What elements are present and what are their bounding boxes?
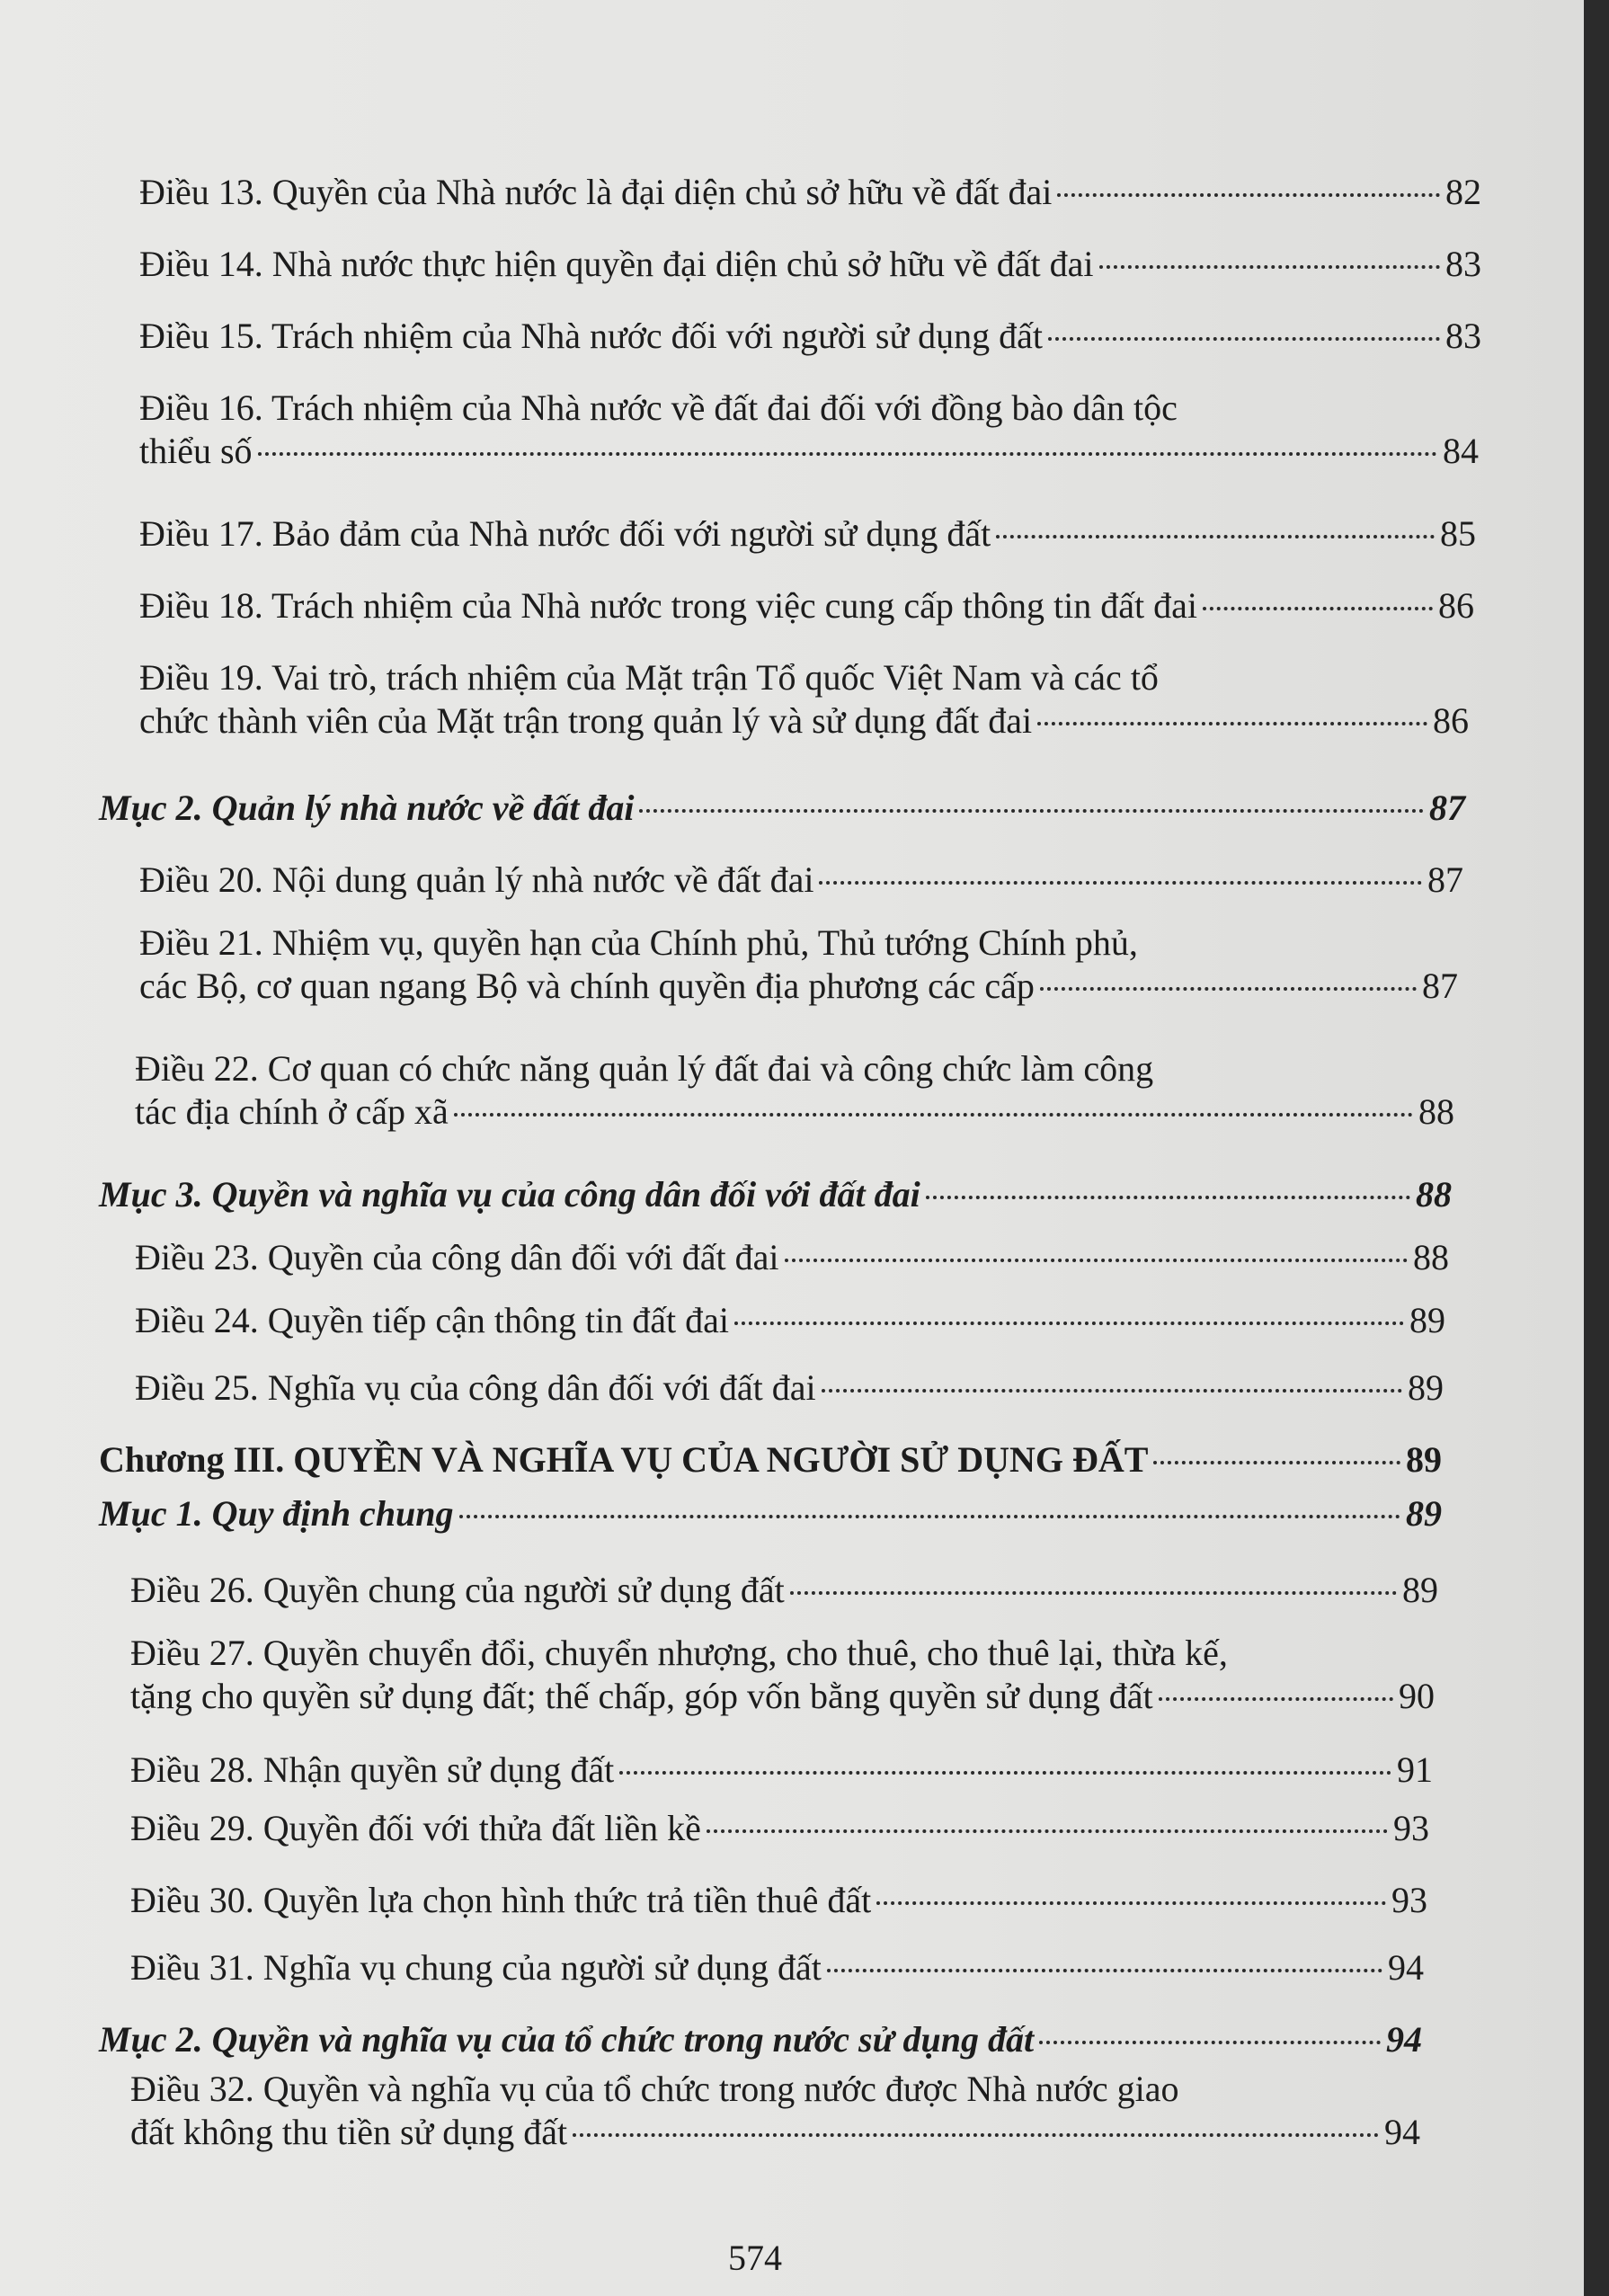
toc-page-number: 83 xyxy=(1445,244,1481,284)
page-number: 574 xyxy=(728,2238,782,2278)
toc-entry-title: Mục 3. Quyền và nghĩa vụ của công dân đối với đất đai xyxy=(99,1174,920,1215)
toc-page-number: 94 xyxy=(1388,1947,1424,1988)
toc-page-number: 88 xyxy=(1413,1237,1449,1277)
toc-entry-title: Mục 2. Quản lý nhà nước về đất đai xyxy=(99,788,635,828)
toc-entry-title: tặng cho quyền sử dụng đất; thế chấp, góp vốn bằng quyền sử dụng đất xyxy=(130,1676,1153,1716)
toc-page-number: 85 xyxy=(1440,513,1476,554)
dot-leader xyxy=(822,1389,1402,1393)
dot-leader xyxy=(1037,722,1427,725)
toc-article-entry[interactable] xyxy=(139,315,1481,358)
dot-leader xyxy=(819,881,1422,885)
toc-article-entry[interactable] xyxy=(130,2068,1420,2154)
toc-entry-title: thiểu số xyxy=(139,431,253,471)
dot-leader xyxy=(454,1113,1413,1117)
toc-entry-title: Điều 32. Quyền và nghĩa vụ của tổ chức trong nước được Nhà nước giao xyxy=(130,2069,1179,2109)
dot-leader xyxy=(639,809,1424,813)
dot-leader xyxy=(1057,193,1440,197)
toc-page-number: 93 xyxy=(1391,1880,1427,1920)
toc-page-number: 94 xyxy=(1386,2019,1422,2060)
toc-entry-title: Điều 16. Trách nhiệm của Nhà nước về đất đai đối với đồng bào dân tộc xyxy=(139,387,1178,428)
toc-entry-title: Điều 23. Quyền của công dân đối với đất đai xyxy=(135,1237,779,1277)
dot-leader xyxy=(996,535,1435,538)
dot-leader xyxy=(1203,607,1433,610)
dot-leader xyxy=(926,1196,1410,1199)
toc-article-entry[interactable] xyxy=(130,1569,1438,1612)
toc-page-number: 87 xyxy=(1422,966,1458,1006)
page-edge-shadow xyxy=(1584,0,1609,2296)
toc-entry-title: Điều 15. Trách nhiệm của Nhà nước đối với người sử dụng đất xyxy=(139,316,1044,356)
toc-entry-title: Điều 26. Quyền chung của người sử dụng đất xyxy=(130,1570,785,1610)
toc-page-number: 86 xyxy=(1438,585,1474,626)
toc-article-entry[interactable] xyxy=(130,1946,1424,1989)
dot-leader xyxy=(785,1259,1408,1262)
toc-article-entry[interactable] xyxy=(130,1749,1433,1792)
toc-entry-title: Điều 27. Quyền chuyển đổi, chuyển nhượng, cho thuê, cho thuê lại, thừa kế, xyxy=(130,1633,1228,1673)
toc-entry-title: Điều 17. Bảo đảm của Nhà nước đối với người sử dụng đất xyxy=(139,513,991,554)
toc-page-number: 84 xyxy=(1443,431,1479,471)
dot-leader xyxy=(1039,2041,1381,2044)
toc-entry-title: chức thành viên của Mặt trận trong quản lý và sử dụng đất đai xyxy=(139,700,1033,741)
dot-leader xyxy=(1099,265,1440,269)
dot-leader xyxy=(734,1322,1404,1325)
toc-article-entry[interactable] xyxy=(139,656,1469,743)
toc-entry-title: Điều 21. Nhiệm vụ, quyền hạn của Chính phủ, Thủ tướng Chính phủ, xyxy=(139,922,1138,963)
toc-entry-title: Mục 1. Quy định chung xyxy=(99,1493,454,1534)
toc-article-entry[interactable] xyxy=(135,1236,1449,1279)
toc-page-number: 89 xyxy=(1409,1300,1445,1340)
dot-leader xyxy=(876,1901,1386,1905)
toc-page-number: 87 xyxy=(1427,859,1463,900)
toc-entry-title: Điều 14. Nhà nước thực hiện quyền đại diện chủ sở hữu về đất đai xyxy=(139,244,1094,284)
toc-article-entry[interactable] xyxy=(139,243,1481,286)
toc-page-number: 87 xyxy=(1429,788,1465,828)
toc-page-number: 94 xyxy=(1384,2112,1420,2152)
toc-entry-title: Điều 20. Nội dung quản lý nhà nước về đất đai xyxy=(139,859,814,900)
toc-page-number: 88 xyxy=(1416,1174,1452,1215)
dot-leader xyxy=(1153,1461,1400,1464)
toc-page-number: 93 xyxy=(1393,1808,1429,1848)
toc-article-entry[interactable] xyxy=(139,584,1474,627)
toc-article-entry[interactable] xyxy=(139,921,1458,1008)
toc-article-entry[interactable] xyxy=(130,1807,1429,1850)
toc-entry-title: Điều 18. Trách nhiệm của Nhà nước trong việc cung cấp thông tin đất đai xyxy=(139,585,1197,626)
toc-page-number: 89 xyxy=(1408,1367,1444,1408)
toc-section-entry[interactable] xyxy=(99,787,1465,830)
dot-leader xyxy=(1040,987,1417,991)
toc-section-entry[interactable] xyxy=(99,2018,1422,2061)
dot-leader xyxy=(1159,1697,1393,1701)
toc-page-number: 83 xyxy=(1445,316,1481,356)
toc-page-number: 89 xyxy=(1402,1570,1438,1610)
toc-chapter-entry[interactable] xyxy=(99,1438,1442,1482)
dot-leader xyxy=(459,1515,1400,1518)
toc-article-entry[interactable] xyxy=(135,1366,1444,1410)
dot-leader xyxy=(619,1771,1391,1775)
toc-section-entry[interactable] xyxy=(99,1492,1442,1535)
toc-article-entry[interactable] xyxy=(139,171,1481,214)
toc-page-number: 86 xyxy=(1433,700,1469,741)
dot-leader xyxy=(573,2133,1379,2137)
toc-entry-title: Điều 13. Quyền của Nhà nước là đại diện chủ sở hữu về đất đai xyxy=(139,172,1053,212)
toc-page-number: 89 xyxy=(1406,1439,1442,1480)
toc-page-number: 89 xyxy=(1406,1493,1442,1534)
toc-article-entry[interactable] xyxy=(139,859,1463,902)
toc-entry-title: Điều 25. Nghĩa vụ của công dân đối với đất đai xyxy=(135,1367,816,1408)
dot-leader xyxy=(707,1829,1388,1833)
toc-article-entry[interactable] xyxy=(130,1632,1435,1718)
toc-page-number: 88 xyxy=(1418,1091,1454,1132)
toc-entry-title: Điều 30. Quyền lựa chọn hình thức trả tiền thuê đất xyxy=(130,1880,872,1920)
toc-section-entry[interactable] xyxy=(99,1173,1452,1216)
toc-article-entry[interactable] xyxy=(135,1299,1445,1342)
toc-entry-title: đất không thu tiền sử dụng đất xyxy=(130,2112,568,2152)
toc-entry-title: các Bộ, cơ quan ngang Bộ và chính quyền địa phương các cấp xyxy=(139,966,1035,1006)
toc-article-entry[interactable] xyxy=(139,387,1479,473)
toc-article-entry[interactable] xyxy=(130,1879,1427,1922)
dot-leader xyxy=(1048,337,1440,341)
toc-entry-title: Điều 29. Quyền đối với thửa đất liền kề xyxy=(130,1808,701,1848)
toc-page-number: 90 xyxy=(1399,1676,1435,1716)
toc-entry-title: Mục 2. Quyền và nghĩa vụ của tổ chức trong nước sử dụng đất xyxy=(99,2019,1035,2060)
toc-page-number: 91 xyxy=(1397,1749,1433,1790)
toc-entry-title: Điều 31. Nghĩa vụ chung của người sử dụng đất xyxy=(130,1947,822,1988)
toc-entry-title: Điều 19. Vai trò, trách nhiệm của Mặt trận Tổ quốc Việt Nam và các tổ xyxy=(139,657,1159,698)
toc-entry-title: tác địa chính ở cấp xã xyxy=(135,1091,449,1132)
toc-page-number: 82 xyxy=(1445,172,1481,212)
dot-leader xyxy=(827,1969,1382,1972)
toc-entry-title: Điều 22. Cơ quan có chức năng quản lý đất đai và công chức làm công xyxy=(135,1048,1154,1089)
toc-entry-title: Điều 28. Nhận quyền sử dụng đất xyxy=(130,1749,615,1790)
toc-entry-title: Chương III. QUYỀN VÀ NGHĨA VỤ CỦA NGƯỜI SỬ DỤNG ĐẤT xyxy=(99,1439,1149,1480)
dot-leader xyxy=(258,452,1437,456)
dot-leader xyxy=(790,1591,1397,1595)
toc-article-entry[interactable] xyxy=(135,1047,1454,1134)
toc-entry-title: Điều 24. Quyền tiếp cận thông tin đất đai xyxy=(135,1300,729,1340)
toc-article-entry[interactable] xyxy=(139,512,1476,556)
